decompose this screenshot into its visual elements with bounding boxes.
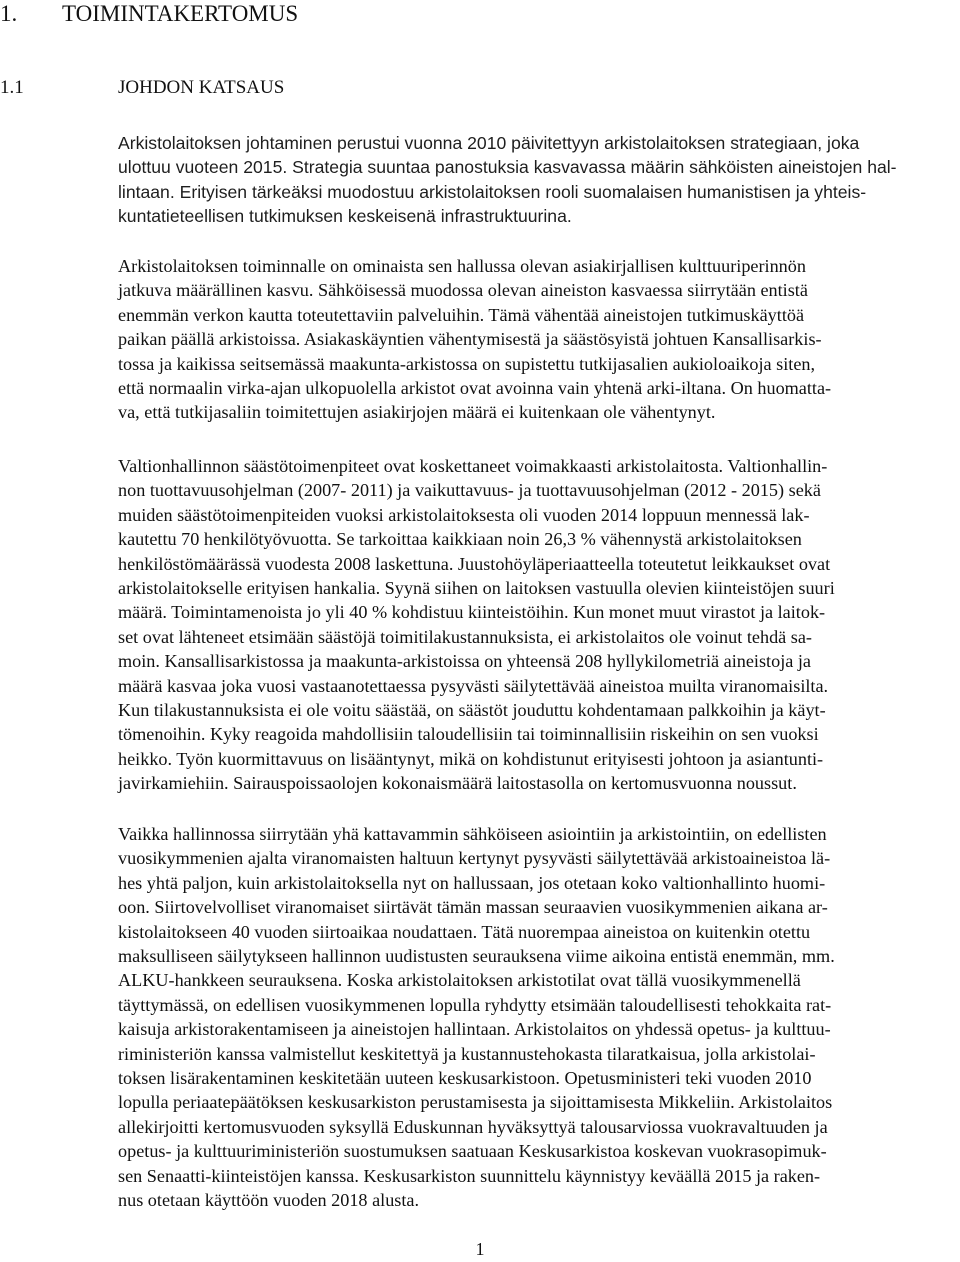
text-line: kautettu 70 henkilötyövuotta. Se tarkoittaa kaikkiaan noin 26,3 % vähennystä arkistolaitoksen — [118, 529, 802, 550]
text-line: lopulla periaatepäätöksen keskusarkiston perustamisesta ja sijoittamisesta Mikkeliin. Arkistolaitos — [118, 1092, 833, 1113]
text-line: henkilöstömäärässä vuodesta 2008 laskettuna. Juustohöyläperiaatteella toteutetut leikkaukset ovat — [118, 553, 831, 574]
text-line: set ovat lähteneet etsimään säästöjä toimitilakustannuksista, ei arkistolaitos ole voinut tehdä sa- — [118, 626, 812, 647]
text-line: oon. Siirtovelvolliset viranomaiset siirtävät tämän massan seuraavien vuosikymmenien aikana ar- — [118, 897, 828, 918]
text-line: kuntatieteellisen tutkimuksen keskeisenä infrastruktuurina. — [118, 206, 572, 227]
text-line: muiden säästötoimenpiteiden vuoksi arkistolaitoksesta oli vuoden 2014 loppuun mennessä lak- — [118, 504, 810, 525]
text-line: Arkistolaitoksen toiminnalle on ominaista sen hallussa olevan asiakirjallisen kulttuuriperinnön — [118, 256, 806, 276]
text-line: non tuottavuusohjelman (2007- 2011) ja vaikuttavuus- ja tuottavuusohjelman (2012 - 2015) sekä — [118, 480, 821, 501]
text-line: kaisuja arkistorakentamiseen ja aineistojen hallintaan. Arkistolaitos on yhdessä opetus- ja kulttuu- — [118, 1019, 831, 1040]
chapter-title: TOIMINTAKERTOMUS — [62, 1, 299, 26]
text-line: riministeriön kanssa valmistellut keskitettyä ja kustannustehokasta tilaratkaisua, jolla arkistolai- — [118, 1043, 816, 1064]
text-line: tossa ja kaikissa seitsemässä maakunta-arkistossa on supistettu tutkijasalien aukioloaikoja siten, — [118, 353, 816, 374]
text-line: määrä. Toimintamenoista jo yli 40 % kohdistuu kiinteistöihin. Kun monet muut virastot ja laitok- — [118, 602, 826, 623]
text-line: lintaan. Erityisen tärkeäksi muodostuu arkistolaitoksen rooli suomalaisen humanistisen ja yhteis- — [118, 181, 867, 202]
text-line: maksulliseen säilytykseen hallinnon uudistusten seurauksena viime aikoina entistä enemmän, mm. — [118, 946, 835, 967]
text-line: moin. Kansallisarkistossa ja maakunta-arkistoissa on yhteensä 208 hyllykilometriä aineistoja ja — [118, 651, 811, 672]
paragraph-central-archive — [118, 822, 954, 1213]
text-line: Kun tilakustannuksista ei ole voitu säästää, on säästöt jouduttu kohdentamaan palkkoihin ja käyt- — [118, 700, 826, 721]
text-line: vuosikymmenien ajalta viranomaisten haltuun kertynyt pysyvästi säilytettävää arkistoaineistoa lä- — [118, 848, 831, 869]
text-line: arkistolaitokselle erityisen hankalia. Syynä siihen on laitoksen vastuulla olevien kiinteistöjen suuri — [118, 578, 835, 599]
text-line: sen Senaatti-kiinteistöjen kanssa. Keskusarkiston suunnittelu käynnistyy keväällä 2015 ja raken- — [118, 1165, 821, 1186]
chapter-heading — [0, 0, 298, 28]
chapter-number: 1. — [0, 1, 18, 26]
text-line: heikko. Työn kuormittavuus on lisääntynyt, mikä on kohdistunut erityisesti johtoon ja asiantunti- — [118, 748, 824, 769]
text-line: Vaikka hallinnossa siirrytään yhä kattavammin sähköiseen asiointiin ja arkistointiin, on edellisten — [118, 824, 827, 844]
text-line: ALKU-hankkeen seurauksena. Koska arkistolaitoksen arkistotilat ovat tällä vuosikymmenellä — [118, 970, 801, 991]
text-line: täyttymässä, on edellisen vuosikymmenen lopulla ryhdytty etsimään taloudellisesti tehokkaita rat- — [118, 994, 832, 1015]
text-line: paikan päällä arkistoissa. Asiakaskäyntien vähentymisestä ja säästösyistä johtuen Kansallisarkis- — [118, 329, 822, 350]
text-line: määrä kasvaa joka vuosi vastaanotettaessa pysyvästi säilytettävää aineistoa muilta viranomaisilta. — [118, 675, 829, 696]
text-line: Valtionhallinnon säästötoimenpiteet ovat koskettaneet voimakkaasti arkistolaitosta. Valtionhallin- — [118, 456, 828, 476]
text-line: opetus- ja kulttuuriministeriön suostumuksen saatuaan Keskusarkistoa koskevan vuokrasopimuk- — [118, 1141, 827, 1162]
paragraph-growth — [118, 254, 954, 425]
text-line: jatkuva määrällinen kasvu. Sähköisessä muodossa olevan aineiston kasvaessa siirrytään entistä — [118, 280, 808, 301]
section-number: 1.1 — [0, 77, 24, 98]
text-line: hes yhtä paljon, kuin arkistolaitoksella nyt on hallussaan, jos otetaan koko valtionhallinto huomi- — [118, 872, 826, 893]
text-line: toksen lisärakentaminen keskitetään uuteen keskusarkistoon. Opetusministeri teki vuoden 2010 — [118, 1068, 812, 1089]
paragraph-strategy — [118, 131, 954, 229]
text-line: va, että tutkijasaliin toimitettujen asiakirjojen määrä ei kuitenkaan ole vähentynyt. — [118, 402, 716, 423]
text-line: allekirjoitti kertomusvuoden syksyllä Eduskunnan hyväksyttyä talousarviossa vuokravaltuuden ja — [118, 1116, 828, 1137]
text-line: nus otetaan käyttöön vuoden 2018 alusta. — [118, 1190, 420, 1211]
section-heading — [0, 76, 284, 100]
text-line: Arkistolaitoksen johtaminen perustui vuonna 2010 päivitettyyn arkistolaitoksen strategiaan, joka — [118, 133, 860, 153]
section-title: JOHDON KATSAUS — [118, 77, 285, 98]
text-line: enemmän verkon kautta toteutettaviin palveluihin. Tämä vähentää aineistojen tutkimuskäyttöä — [118, 304, 805, 325]
text-line: kistolaitokseen 40 vuoden siirtoaikaa noudattaen. Tätä nuorempaa aineistoa on kuitenkin otettu — [118, 921, 811, 942]
paragraph-savings — [118, 454, 954, 796]
text-line: että normaalin virka-ajan ulkopuolella arkistot ovat avoinna vain yhtenä arki-iltana. On huomatta- — [118, 378, 832, 399]
text-line: ulottuu vuoteen 2015. Strategia suuntaa panostuksia kasvavassa määrin sähköisten aineistojen hal- — [118, 157, 897, 178]
text-line: javirkamiehiin. Sairauspoissaolojen kokonaismäärä laitostasolla on kertomusvuonna noussut. — [118, 773, 797, 794]
text-line: tömenoihin. Kyky reagoida mahdollisiin taloudellisiin tai toiminnallisiin riskeihin on sen vuoksi — [118, 724, 819, 745]
page-number: 1 — [475, 1239, 485, 1259]
